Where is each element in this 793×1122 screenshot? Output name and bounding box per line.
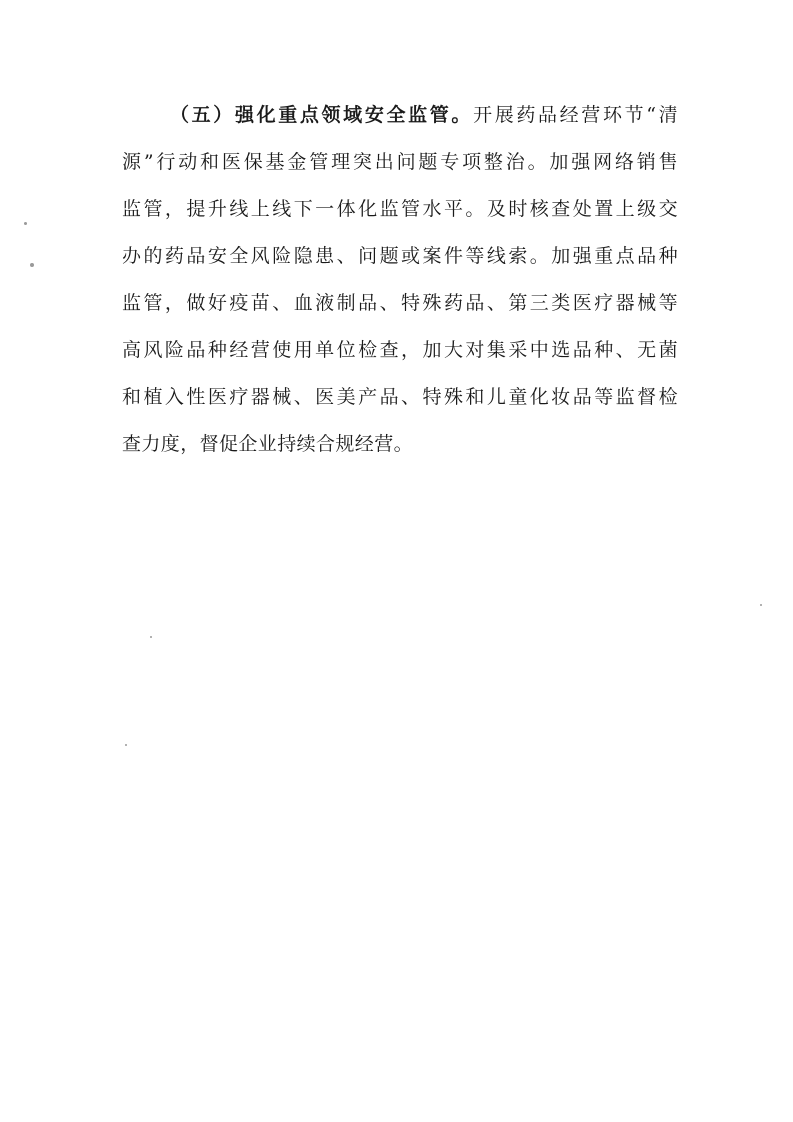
body-paragraph	[122, 92, 678, 468]
scan-speck	[125, 744, 127, 746]
paragraph-line-1	[122, 92, 678, 139]
paragraph-line-3: 监管，提升线上线下一体化监管水平。及时核查处置上级交	[122, 198, 678, 220]
scan-speck	[30, 263, 34, 267]
paragraph-line-5: 监管，做好疫苗、血液制品、特殊药品、第三类医疗器械等	[122, 292, 678, 314]
paragraph-text-1: 开展药品经营环节“清	[473, 104, 678, 126]
scan-speck	[760, 604, 762, 606]
paragraph-line-2: 源”行动和医保基金管理突出问题专项整治。加强网络销售	[122, 151, 678, 173]
paragraph-line-6: 高风险品种经营使用单位检查，加大对集采中选品种、无菌	[122, 339, 678, 361]
paragraph-line-8: 查力度，督促企业持续合规经营。	[122, 433, 414, 455]
section-heading: （五）强化重点领域安全监管。	[170, 104, 474, 126]
paragraph-line-7: 和植入性医疗器械、医美产品、特殊和儿童化妆品等监督检	[122, 386, 678, 408]
scan-speck	[24, 222, 27, 225]
paragraph-line-4: 办的药品安全风险隐患、问题或案件等线索。加强重点品种	[122, 245, 678, 267]
scan-speck	[150, 636, 152, 638]
